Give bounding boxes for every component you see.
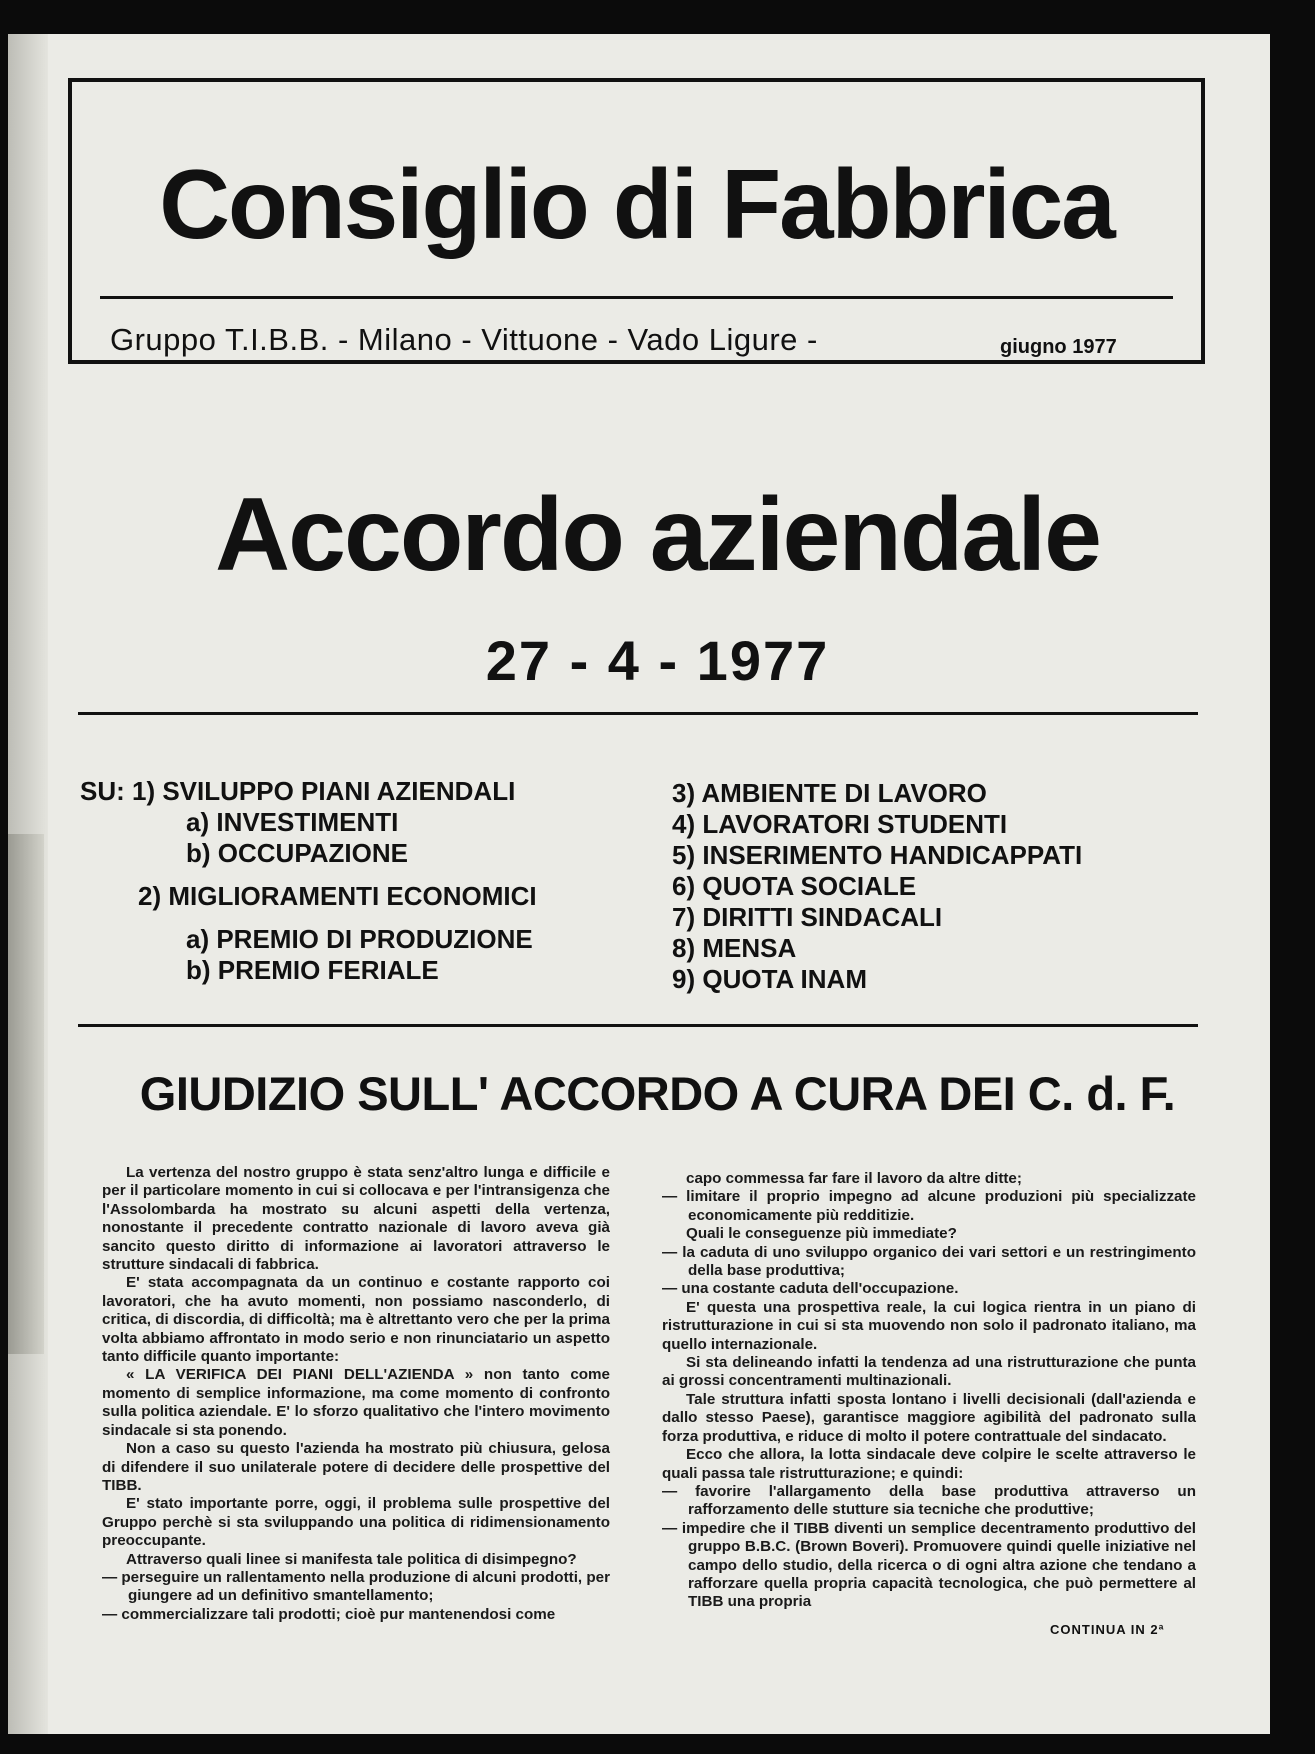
list-item: — limitare il proprio impegno ad alcune produzioni più specializzate economicamente più redditizie. bbox=[662, 1188, 1196, 1224]
topic-item: b) PREMIO FERIALE bbox=[186, 955, 439, 985]
paragraph: Ecco che allora, la lotta sindacale deve colpire le scelte attraverso le quali passa tale ristrutturazione; e quindi: bbox=[662, 1446, 1196, 1482]
issue-date: giugno 1977 bbox=[1000, 336, 1117, 358]
topic-item: 5) INSERIMENTO HANDICAPPATI bbox=[672, 840, 1083, 870]
topic-item: 8) MENSA bbox=[672, 933, 797, 963]
topic-item: 2) MIGLIORAMENTI ECONOMICI bbox=[138, 881, 537, 911]
masthead-divider bbox=[100, 296, 1173, 299]
article-column-right bbox=[662, 1170, 1196, 1612]
topic-item: a) PREMIO DI PRODUZIONE bbox=[186, 924, 533, 954]
paragraph: E' stato importante porre, oggi, il problema sulle prospettive del Gruppo perchè si sta sviluppando una politica di ridimensionamento preoccupante. bbox=[102, 1495, 610, 1550]
paragraph: La vertenza del nostro gruppo è stata senz'altro lunga e difficile e per il particolare momento in cui si collocava e per l'intransigenza che l'Assolombarda ha mostrato su alcuni aspetti della vertenza, nonostante il precedente contratto nazionale di lavoro aveva già sancito questo diritto di informazione ai lavoratori attraverso le strutture sindacali di fabbrica. bbox=[102, 1164, 610, 1274]
paragraph: Quali le conseguenze più immediate? bbox=[686, 1225, 957, 1243]
paragraph: Tale struttura infatti sposta lontano i livelli decisionali (dall'azienda e dallo stesso Paese), garantisce maggiore agibilità del padronato sulla forza produttiva, e riduce di molto il potere contrattuale del sindacato. bbox=[662, 1390, 1196, 1445]
article-column-left bbox=[102, 1164, 610, 1624]
list-item: — una costante caduta dell'occupazione. bbox=[662, 1280, 959, 1298]
paragraph: E' stata accompagnata da un continuo e costante rapporto coi lavoratori, che ha avuto momenti, non possiamo nasconderlo, di critica, di discordia, di difficoltà; ma è altrettanto vero che per la prima volta abbiamo affrontato in modo serio e non rinunciatario un aspetto tanto difficile quanto importante: bbox=[102, 1274, 610, 1366]
masthead-subtitle: Gruppo T.I.B.B. - Milano - Vittuone - Vado Ligure - bbox=[110, 322, 818, 357]
paragraph: Attraverso quali linee si manifesta tale politica di disimpegno? bbox=[126, 1550, 577, 1568]
masthead-title: Consiglio di Fabbrica bbox=[159, 149, 1114, 259]
paragraph: capo commessa far fare il lavoro da altre ditte; bbox=[686, 1170, 1022, 1187]
topic-item: SU: 1) SVILUPPO PIANI AZIENDALI bbox=[80, 776, 516, 806]
paragraph: « LA VERIFICA DEI PIANI DELL'AZIENDA » non tanto come momento di semplice informazione, ma come momento di confronto sulla politica aziendale. E' lo sforzo qualitativo che l'intero movimento sindacale si sta ponendo. bbox=[102, 1366, 610, 1439]
paragraph: Non a caso su questo l'azienda ha mostrato più chiusura, gelosa di difendere il suo unilaterale potere di decidere delle prospettive del TIBB. bbox=[102, 1440, 610, 1494]
masthead-box bbox=[68, 78, 1205, 364]
topic-item: 9) QUOTA INAM bbox=[672, 964, 867, 994]
continued-note: CONTINUA IN 2ª bbox=[1050, 1622, 1165, 1637]
topics-list-right bbox=[672, 778, 1172, 995]
section-title: GIUDIZIO SULL' ACCORDO A CURA DEI C. d. F. bbox=[139, 1067, 1176, 1120]
topic-item: 4) LAVORATORI STUDENTI bbox=[672, 809, 1008, 839]
topic-item: 7) DIRITTI SINDACALI bbox=[672, 902, 943, 932]
page-right-edge bbox=[1270, 34, 1280, 1734]
list-item: — favorire l'allargamento della base produttiva attraverso un rafforzamento delle stutture sia tecniche che produttive; bbox=[662, 1482, 1196, 1519]
topics-list-left bbox=[80, 776, 640, 986]
topic-item: 3) AMBIENTE DI LAVORO bbox=[672, 778, 987, 808]
divider-top bbox=[78, 712, 1198, 715]
topic-item: 6) QUOTA SOCIALE bbox=[672, 871, 917, 901]
topic-item: a) INVESTIMENTI bbox=[186, 807, 399, 837]
divider-bottom bbox=[78, 1024, 1198, 1027]
paragraph: Si sta delineando infatti la tendenza ad una ristrutturazione che punta ai grossi concentramenti multinazionali. bbox=[662, 1354, 1196, 1390]
topic-item: b) OCCUPAZIONE bbox=[186, 838, 408, 868]
list-item: — la caduta di uno sviluppo organico dei vari settori e un restringimento della base produttiva; bbox=[662, 1243, 1196, 1280]
headline: Accordo aziendale bbox=[215, 477, 1100, 593]
list-item: — commercializzare tali prodotti; cioè pur mantenendosi come bbox=[102, 1605, 556, 1623]
paragraph: E' questa una prospettiva reale, la cui logica rientra in un piano di ristrutturazione in cui si sta muovendo non solo il padronato italiano, ma quello internazionale. bbox=[662, 1298, 1196, 1353]
list-item: — perseguire un rallentamento nella produzione di alcuni prodotti, per giungere ad un definitivo smantellamento; bbox=[102, 1568, 610, 1605]
agreement-date: 27 - 4 - 1977 bbox=[485, 629, 830, 692]
list-item: — impedire che il TIBB diventi un semplice decentramento produttivo del gruppo B.B.C. (Brown Boveri). Promuovere quindi quelle iniziative nel campo dello studio, della ricerca o di ogni altra azione che tendano a rafforzare quella propria capacità tecnologica, che può permettere al TIBB una propria bbox=[662, 1519, 1196, 1611]
